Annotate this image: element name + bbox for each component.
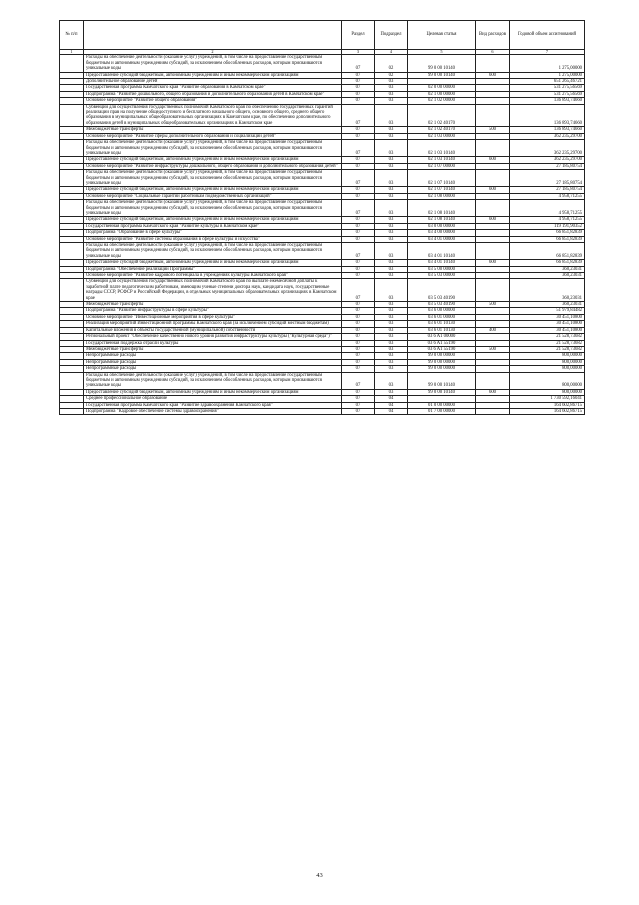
subsection-cell: 03 [375, 302, 408, 308]
section-cell: 07 [342, 223, 375, 229]
target-article-cell: 02 1 08 10140 [408, 200, 476, 217]
target-article-cell: 99 0 00 10140 [408, 55, 476, 72]
section-cell: 07 [342, 217, 375, 223]
item-name-cell: Капитальные вложения в объекты государственной (муниципальной) собственности [84, 327, 342, 333]
section-cell: 07 [342, 85, 375, 91]
annual-amount-cell: 27 185,80754 [510, 170, 585, 187]
target-article-cell: 03 4 01 00000 [408, 236, 476, 242]
target-article-cell: 99 0 00 00000 [408, 366, 476, 372]
subsection-cell: 03 [375, 187, 408, 193]
target-article-cell: 03 5 03 40190 [408, 279, 476, 302]
annual-amount-cell: 21 528,73682 [510, 346, 585, 352]
table-row [60, 372, 585, 389]
section-cell: 07 [342, 260, 375, 266]
annual-amount-cell: 800,00000 [510, 353, 585, 359]
annual-amount-cell: 1 275,00000 [510, 55, 585, 72]
subsection-cell: 03 [375, 243, 408, 260]
section-cell: 07 [342, 302, 375, 308]
annual-amount-cell: 136 893,74660 [510, 98, 585, 104]
target-article-cell: 03 4 01 10140 [408, 243, 476, 260]
target-article-cell: 02 1 00 00000 [408, 91, 476, 97]
item-name-cell: Субвенции для осуществления государственных полномочий Камчатского края по обеспечению государственных гарантий реализации прав на получение общедоступного и бесплатного начального общего, основного общего, среднего общего образования в муниципальных общеобразовательных организациях в Камчатском крае, по обеспечению дополнительного образования детей в муниципальных общеобразовательных организациях в Камчатском крае [84, 104, 342, 127]
section-cell: 07 [342, 55, 375, 72]
section-cell: 07 [342, 91, 375, 97]
annual-amount-cell: 51 979,84482 [510, 308, 585, 314]
target-article-cell: 99 0 00 10140 [408, 372, 476, 389]
annual-amount-cell: 360,23031 [510, 266, 585, 272]
annual-amount-cell: 1 275,00000 [510, 72, 585, 78]
subsection-cell: 02 [375, 55, 408, 72]
section-cell: 07 [342, 346, 375, 352]
header-name [84, 21, 342, 50]
section-cell: 07 [342, 340, 375, 346]
item-name-cell: Подпрограмма "Развитие инфраструктуры в сфере культуры" [84, 308, 342, 314]
section-cell: 07 [342, 408, 375, 414]
subsection-cell: 03 [375, 321, 408, 327]
subsection-cell: 04 [375, 396, 408, 402]
section-cell: 07 [342, 170, 375, 187]
target-article-cell: 99 0 00 10140 [408, 389, 476, 395]
section-cell: 07 [342, 230, 375, 236]
subsection-cell: 03 [375, 104, 408, 127]
section-cell: 07 [342, 72, 375, 78]
item-name-cell: Подпрограмма "Обеспечение реализации Программы" [84, 266, 342, 272]
item-name-cell: Основное мероприятие "Социальные гарантии работникам подведомственных организаций" [84, 193, 342, 199]
target-article-cell: 02 1 03 10140 [408, 140, 476, 157]
item-name-cell: Расходы на обеспечение деятельности (оказание услуг) учреждений, в том числе на предоставление государственным бюджетным и автономным учреждениям субсидий, за исключением обособленных расходов, которым присваиваются уникальные коды [84, 170, 342, 187]
subsection-cell: 03 [375, 127, 408, 133]
subsection-cell: 03 [375, 230, 408, 236]
annual-amount-cell: 66 851,82839 [510, 230, 585, 236]
annual-amount-cell: 66 851,82839 [510, 236, 585, 242]
section-cell: 07 [342, 334, 375, 340]
annual-amount-cell: 66 851,82839 [510, 243, 585, 260]
subsection-cell: 03 [375, 359, 408, 365]
target-article-cell: 01 0 00 00000 [408, 402, 476, 408]
annual-amount-cell: 164 602,86715 [510, 402, 585, 408]
annual-amount-cell: 119 191,90352 [510, 223, 585, 229]
header-subsection: Подраздел [375, 21, 408, 50]
target-article-cell: 03 6 A1 55190 [408, 340, 476, 346]
annual-amount-cell: 4 958,71255 [510, 193, 585, 199]
column-number: 1 [60, 50, 84, 55]
target-article-cell: 02 1 07 10140 [408, 170, 476, 187]
subsection-cell: 02 [375, 72, 408, 78]
page-number: 43 [316, 872, 323, 879]
budget-table-container [59, 20, 584, 415]
subsection-cell: 03 [375, 273, 408, 279]
annual-amount-cell: 136 893,74660 [510, 127, 585, 133]
subsection-cell: 03 [375, 223, 408, 229]
target-article-cell: 99 0 00 00000 [408, 353, 476, 359]
section-cell: 07 [342, 372, 375, 389]
target-article-cell: 03 6 01 00000 [408, 314, 476, 320]
section-cell: 07 [342, 389, 375, 395]
subsection-cell: 04 [375, 408, 408, 414]
annual-amount-cell: 27 185,80754 [510, 163, 585, 169]
subsection-cell: 03 [375, 334, 408, 340]
section-cell: 07 [342, 327, 375, 333]
target-article-cell: 02 1 07 10140 [408, 187, 476, 193]
expense-type-cell [476, 170, 510, 187]
section-cell: 07 [342, 133, 375, 139]
target-article-cell: 03 4 00 00000 [408, 230, 476, 236]
annual-amount-cell: 30 451,10800 [510, 321, 585, 327]
column-number: 2 [84, 50, 342, 55]
target-article-cell: 03 5 03 00000 [408, 273, 476, 279]
item-name-cell: Основное мероприятие "Развитие кадрового потенциала в учреждениях культуры Камчатского края" [84, 273, 342, 279]
section-cell: 07 [342, 279, 375, 302]
section-cell: 07 [342, 157, 375, 163]
target-article-cell: 02 1 07 00000 [408, 163, 476, 169]
annual-amount-cell: 4 958,71255 [510, 200, 585, 217]
subsection-cell: 03 [375, 372, 408, 389]
subsection-cell: 03 [375, 133, 408, 139]
target-article-cell: 02 1 02 40170 [408, 127, 476, 133]
subsection-cell: 03 [375, 217, 408, 223]
annual-amount-cell: 30 451,10800 [510, 314, 585, 320]
row-number-cell [60, 243, 84, 260]
item-name-cell: Расходы на обеспечение деятельности (оказание услуг) учреждений, в том числе на предоставление государственным бюджетным и автономным учреждениям субсидий, за исключением обособленных расходов, которым присваиваются уникальные коды [84, 243, 342, 260]
item-name-cell: Непрограммные расходы [84, 366, 342, 372]
target-article-cell: 03 6 00 00000 [408, 308, 476, 314]
annual-amount-cell: 800,00000 [510, 366, 585, 372]
item-name-cell: Государственная программа Камчатского края "Развитие образования в Камчатском крае" [84, 85, 342, 91]
header-annual-amount: Годовой объем ассигнований [510, 21, 585, 50]
item-name-cell: Предоставление субсидий бюджетным, автономным учреждениям и иным некоммерческим организациям [84, 389, 342, 395]
subsection-cell: 03 [375, 170, 408, 187]
subsection-cell: 03 [375, 308, 408, 314]
section-cell: 07 [342, 321, 375, 327]
subsection-cell: 03 [375, 353, 408, 359]
table-row [60, 55, 585, 72]
row-number-cell [60, 372, 84, 389]
subsection-cell: 03 [375, 157, 408, 163]
table-row [60, 243, 585, 260]
section-cell: 07 [342, 163, 375, 169]
item-name-cell: Предоставление субсидий бюджетным, автономным учреждениям и иным некоммерческим организациям [84, 187, 342, 193]
item-name-cell: Государственная программа Камчатского края "Развитие культуры в Камчатском крае" [84, 223, 342, 229]
target-article-cell: 02 1 02 00000 [408, 98, 476, 104]
row-number-cell [60, 55, 84, 72]
subsection-cell: 03 [375, 346, 408, 352]
annual-amount-cell: 800,00000 [510, 372, 585, 389]
item-name-cell: Предоставление субсидий бюджетным, автономным учреждениям и иным некоммерческим организациям [84, 157, 342, 163]
target-article-cell: 03 6 01 10130 [408, 327, 476, 333]
item-name-cell: Предоставление субсидий бюджетным, автономным учреждениям и иным некоммерческим организациям [84, 260, 342, 266]
annual-amount-cell: 136 893,74660 [510, 104, 585, 127]
table-row [60, 408, 585, 414]
item-name-cell: Основное мероприятие "Инвестиционные мероприятия в сфере культуры" [84, 314, 342, 320]
table-row [60, 200, 585, 217]
target-article-cell: 03 4 01 10140 [408, 260, 476, 266]
annual-amount-cell: 21 528,73682 [510, 334, 585, 340]
annual-amount-cell: 362 235,29700 [510, 133, 585, 139]
section-cell: 07 [342, 140, 375, 157]
subsection-cell: 03 [375, 91, 408, 97]
row-number-cell [60, 104, 84, 127]
item-name-cell: Предоставление субсидий бюджетным, автономным учреждениям и иным некоммерческим организациям [84, 72, 342, 78]
section-cell: 07 [342, 402, 375, 408]
item-name-cell: Дополнительное образование детей [84, 79, 342, 85]
table-row [60, 279, 585, 302]
annual-amount-cell: 362 235,29700 [510, 157, 585, 163]
item-name-cell: Основное мероприятие "Развитие общего образования" [84, 98, 342, 104]
expense-type-cell: 500 [476, 127, 510, 133]
subsection-cell: 04 [375, 402, 408, 408]
subsection-cell: 03 [375, 193, 408, 199]
item-name-cell: Подпрограмма "Кадровое обеспечение системы здравоохранения" [84, 408, 342, 414]
table-row [60, 104, 585, 127]
expense-type-cell: 400 [476, 327, 510, 333]
expense-type-cell [476, 104, 510, 127]
expense-type-cell [476, 200, 510, 217]
subsection-cell: 03 [375, 366, 408, 372]
section-cell: 07 [342, 359, 375, 365]
item-name-cell: Расходы на обеспечение деятельности (оказание услуг) учреждений, в том числе на предоставление государственным бюджетным и автономным учреждениям субсидий, за исключением обособленных расходов, которым присваиваются уникальные коды [84, 140, 342, 157]
subsection-cell: 03 [375, 163, 408, 169]
expense-type-cell: 600 [476, 260, 510, 266]
column-number: 5 [408, 50, 476, 55]
target-article-cell: 03 6 A1 00000 [408, 334, 476, 340]
header-number: № п/п [60, 21, 84, 50]
row-number-cell [60, 200, 84, 217]
target-article-cell: 03 5 03 40190 [408, 302, 476, 308]
item-name-cell: Государственная программа Камчатского края "Развитие здравоохранения Камчатского края" [84, 402, 342, 408]
annual-amount-cell: 30 451,10800 [510, 327, 585, 333]
row-number-cell [60, 170, 84, 187]
annual-amount-cell: 1 730 592,16041 [510, 396, 585, 402]
item-name-cell: Основное мероприятие "Развитие системы образования в сфере культуры и искусства" [84, 236, 342, 242]
item-name-cell: Расходы на обеспечение деятельности (оказание услуг) учреждений, в том числе на предоставление государственным бюджетным и автономным учреждениям субсидий, за исключением обособленных расходов, которым присваиваются уникальные коды [84, 55, 342, 72]
section-cell: 07 [342, 127, 375, 133]
target-article-cell: 02 1 03 00000 [408, 133, 476, 139]
subsection-cell: 03 [375, 98, 408, 104]
annual-amount-cell: 66 851,82839 [510, 260, 585, 266]
target-article-cell: 02 1 08 10140 [408, 217, 476, 223]
table-row [60, 170, 585, 187]
section-cell: 07 [342, 187, 375, 193]
expense-type-cell [476, 279, 510, 302]
section-cell: 07 [342, 243, 375, 260]
annual-amount-cell: 164 602,86715 [510, 408, 585, 414]
item-name-cell: Субвенции для осуществления государственных полномочий Камчатского края по выплате ежемесячной доплаты к заработной плате педагогическим работникам, имеющим ученые степени доктора наук, кандидата наук, государственные награды СССР, РСФСР и Российской Федерации, в отдельных муниципальных образовательных организациях в Камчатском крае [84, 279, 342, 302]
row-number-cell [60, 279, 84, 302]
expense-type-cell [476, 140, 510, 157]
section-cell: 07 [342, 193, 375, 199]
annual-amount-cell: 800,00000 [510, 389, 585, 395]
target-article-cell: 03 6 A1 55190 [408, 346, 476, 352]
item-name-cell: Расходы на обеспечение деятельности (оказание услуг) учреждений, в том числе на предоставление государственным бюджетным и автономным учреждениям субсидий, за исключением обособленных расходов, которым присваиваются уникальные коды [84, 372, 342, 389]
section-cell: 07 [342, 353, 375, 359]
expense-type-cell: 500 [476, 302, 510, 308]
item-name-cell: Межбюджетные трансферты [84, 127, 342, 133]
target-article-cell: 99 0 00 00000 [408, 359, 476, 365]
annual-amount-cell: 27 185,80754 [510, 187, 585, 193]
item-name-cell: Реализация мероприятий Инвестиционной программы Камчатского края (за исключением субсидий местным бюджетам) [84, 321, 342, 327]
item-name-cell: Непрограммные расходы [84, 353, 342, 359]
subsection-cell: 03 [375, 85, 408, 91]
target-article-cell: 01 7 00 00000 [408, 408, 476, 414]
item-name-cell: Расходы на обеспечение деятельности (оказание услуг) учреждений, в том числе на предоставление государственным бюджетным и автономным учреждениям субсидий, за исключением обособленных расходов, которым присваиваются уникальные коды [84, 200, 342, 217]
expense-type-cell: 500 [476, 346, 510, 352]
item-name-cell: Межбюджетные трансферты [84, 302, 342, 308]
target-article-cell: 99 0 00 10140 [408, 72, 476, 78]
subsection-cell: 03 [375, 340, 408, 346]
annual-amount-cell: 360,23031 [510, 302, 585, 308]
subsection-cell: 03 [375, 314, 408, 320]
target-article-cell: 03 6 01 10130 [408, 321, 476, 327]
annual-amount-cell: 360,23031 [510, 279, 585, 302]
section-cell: 07 [342, 314, 375, 320]
section-cell: 07 [342, 98, 375, 104]
subsection-cell: 03 [375, 79, 408, 85]
section-cell: 07 [342, 79, 375, 85]
subsection-cell: 03 [375, 266, 408, 272]
section-cell: 07 [342, 266, 375, 272]
section-cell: 07 [342, 200, 375, 217]
expense-type-cell: 600 [476, 187, 510, 193]
item-name-cell: Непрограммные расходы [84, 359, 342, 365]
item-name-cell: Региональный проект "Обеспечение качественно нового уровня развития инфраструктуры культуры ("Культурная среда")" [84, 334, 342, 340]
expense-type-cell [476, 408, 510, 414]
item-name-cell: Межбюджетные трансферты [84, 346, 342, 352]
expense-type-cell [476, 372, 510, 389]
header-expense-type: Вид расходов [476, 21, 510, 50]
expense-type-cell [476, 243, 510, 260]
section-cell: 07 [342, 396, 375, 402]
annual-amount-cell: 362 235,29700 [510, 140, 585, 157]
column-number: 4 [375, 50, 408, 55]
target-article-cell: 02 1 03 10140 [408, 157, 476, 163]
item-name-cell: Основное мероприятие "Развитие сферы дополнительного образования и социализации детей" [84, 133, 342, 139]
table-body [60, 55, 585, 415]
header-section: Раздел [342, 21, 375, 50]
annual-amount-cell: 21 528,73682 [510, 340, 585, 346]
subsection-cell: 03 [375, 389, 408, 395]
subsection-cell: 03 [375, 200, 408, 217]
target-article-cell: 02 1 02 40170 [408, 104, 476, 127]
column-number: 7 [510, 50, 585, 55]
section-cell: 07 [342, 366, 375, 372]
annual-amount-cell: 531 275,56569 [510, 91, 585, 97]
item-name-cell: Основное мероприятие "Развитие инфраструктуры дошкольного, общего образования и дополнительного образования детей" [84, 163, 342, 169]
expense-type-cell: 600 [476, 72, 510, 78]
column-number: 3 [342, 50, 375, 55]
annual-amount-cell: 651 265,46721 [510, 79, 585, 85]
row-number-cell [60, 408, 84, 414]
budget-table [59, 20, 585, 415]
subsection-cell: 03 [375, 327, 408, 333]
subsection-cell: 03 [375, 279, 408, 302]
item-name-cell: Предоставление субсидий бюджетным, автономным учреждениям и иным некоммерческим организациям [84, 217, 342, 223]
annual-amount-cell: 531 275,56569 [510, 85, 585, 91]
row-number-cell [60, 140, 84, 157]
item-name-cell: Государственная поддержка отрасли культуры [84, 340, 342, 346]
expense-type-cell: 600 [476, 217, 510, 223]
item-name-cell: Подпрограмма "Образование в сфере культуры" [84, 230, 342, 236]
expense-type-cell: 600 [476, 157, 510, 163]
target-article-cell: 03 5 00 00000 [408, 266, 476, 272]
table-row [60, 140, 585, 157]
section-cell: 07 [342, 236, 375, 242]
target-article-cell: 03 0 00 00000 [408, 223, 476, 229]
item-name-cell: Среднее профессиональное образование [84, 396, 342, 402]
subsection-cell: 03 [375, 236, 408, 242]
annual-amount-cell: 800,00000 [510, 359, 585, 365]
section-cell: 07 [342, 273, 375, 279]
expense-type-cell: 600 [476, 389, 510, 395]
table-header-row [60, 21, 585, 50]
item-name-cell: Подпрограмма "Развитие дошкольного, общего образования и дополнительного образования детей в Камчатском крае" [84, 91, 342, 97]
section-cell: 07 [342, 308, 375, 314]
subsection-cell: 03 [375, 260, 408, 266]
header-target-article: Целевая статья [408, 21, 476, 50]
target-article-cell: 02 1 08 00000 [408, 193, 476, 199]
column-number: 6 [476, 50, 510, 55]
annual-amount-cell: 360,23031 [510, 273, 585, 279]
subsection-cell: 03 [375, 140, 408, 157]
annual-amount-cell: 4 958,71255 [510, 217, 585, 223]
expense-type-cell [476, 55, 510, 72]
target-article-cell: 02 0 00 00000 [408, 85, 476, 91]
section-cell: 07 [342, 104, 375, 127]
